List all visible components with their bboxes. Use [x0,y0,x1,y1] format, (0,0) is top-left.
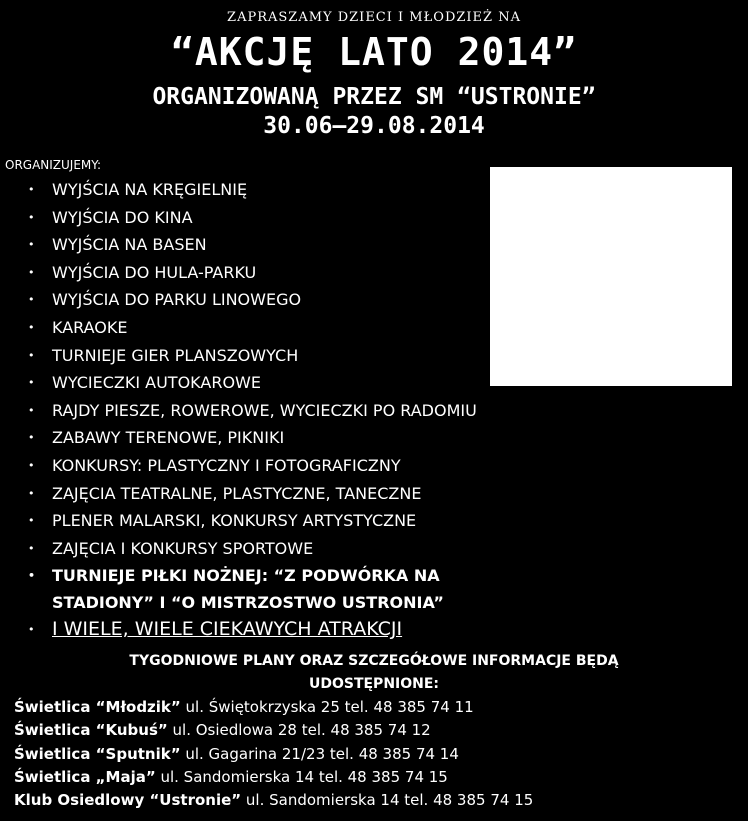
contact-row [14,789,533,812]
list-item: • KARAOKE [22,314,742,342]
organize-label: ORGANIZUJEMY: [5,158,102,172]
weekly-line-2: UDOSTĘPNIONE: [308,676,440,692]
football-item [22,562,742,616]
weekly-line-1: TYGODNIOWE PLANY ORAZ SZCZEGÓŁOWE INFORMACJE BĘDĄ [129,653,619,669]
list-item: • ZAJĘCIA TEATRALNE, PLASTYCZNE, TANECZNE [22,480,742,508]
contact-details: ul. Sandomierska 14 tel. 48 385 74 15 [241,791,534,810]
contact-name: Świetlica “Młodzik” [14,698,181,716]
contact-list [14,696,533,812]
date-range: 30.06–29.08.2014 [263,113,485,139]
poster-title: “AKCJĘ LATO 2014” [171,30,577,74]
list-item: • KONKURSY: PLASTYCZNY I FOTOGRAFICZNY [22,452,742,480]
contact-name: Klub Osiedlowy “Ustronie” [14,791,242,810]
contact-details: ul. Świętokrzyska 25 tel. 48 385 74 11 [180,698,474,716]
list-item: • TURNIEJE GIER PLANSZOWYCH [22,342,742,370]
contact-row [14,696,533,719]
list-item: • WYCIECZKI AUTOKAROWE [22,369,742,397]
contact-row [14,719,533,742]
contact-details: ul. Sandomierska 14 tel. 48 385 74 15 [155,767,448,786]
list-item: • WYJŚCIA NA KRĘGIELNIĘ [22,176,742,204]
contact-name: Świetlica “Sputnik” [14,744,181,763]
list-item: • PLENER MALARSKI, KONKURSY ARTYSTYCZNE [22,507,742,535]
football-line-2: STADIONY” I “O MISTRZOSTWO USTRONIA” [52,593,444,613]
weekly-info [0,650,748,696]
contact-details: ul. Gagarina 21/23 tel. 48 385 74 14 [180,744,459,763]
list-item: • ZAJĘCIA I KONKURSY SPORTOWE [22,535,742,563]
intro-text: ZAPRASZAMY DZIECI I MŁODZIEŻ NA [227,10,521,25]
many-attractions-item: • I WIELE, WIELE CIEKAWYCH ATRAKCJI [22,616,742,644]
list-item: • WYJŚCIA DO PARKU LINOWEGO [22,286,742,314]
contact-name: Świetlica „Maja” [14,767,156,786]
contact-name: Świetlica “Kubuś” [14,721,168,740]
contact-row [14,743,533,766]
list-item: • RAJDY PIESZE, ROWEROWE, WYCIECZKI PO RADOMIU [22,397,742,425]
list-item: • WYJŚCIA DO KINA [22,204,742,232]
contact-row [14,766,533,789]
list-item: • WYJŚCIA NA BASEN [22,231,742,259]
football-line-1: TURNIEJE PIŁKI NOŻNEJ: “Z PODWÓRKA NA [52,566,440,586]
contact-details: ul. Osiedlowa 28 tel. 48 385 74 12 [167,721,431,740]
organizer-line: ORGANIZOWANĄ PRZEZ SM “USTRONIE” [152,84,596,110]
list-item: • ZABAWY TERENOWE, PIKNIKI [22,424,742,452]
activity-list [22,176,742,644]
list-item: • WYJŚCIA DO HULA-PARKU [22,259,742,287]
